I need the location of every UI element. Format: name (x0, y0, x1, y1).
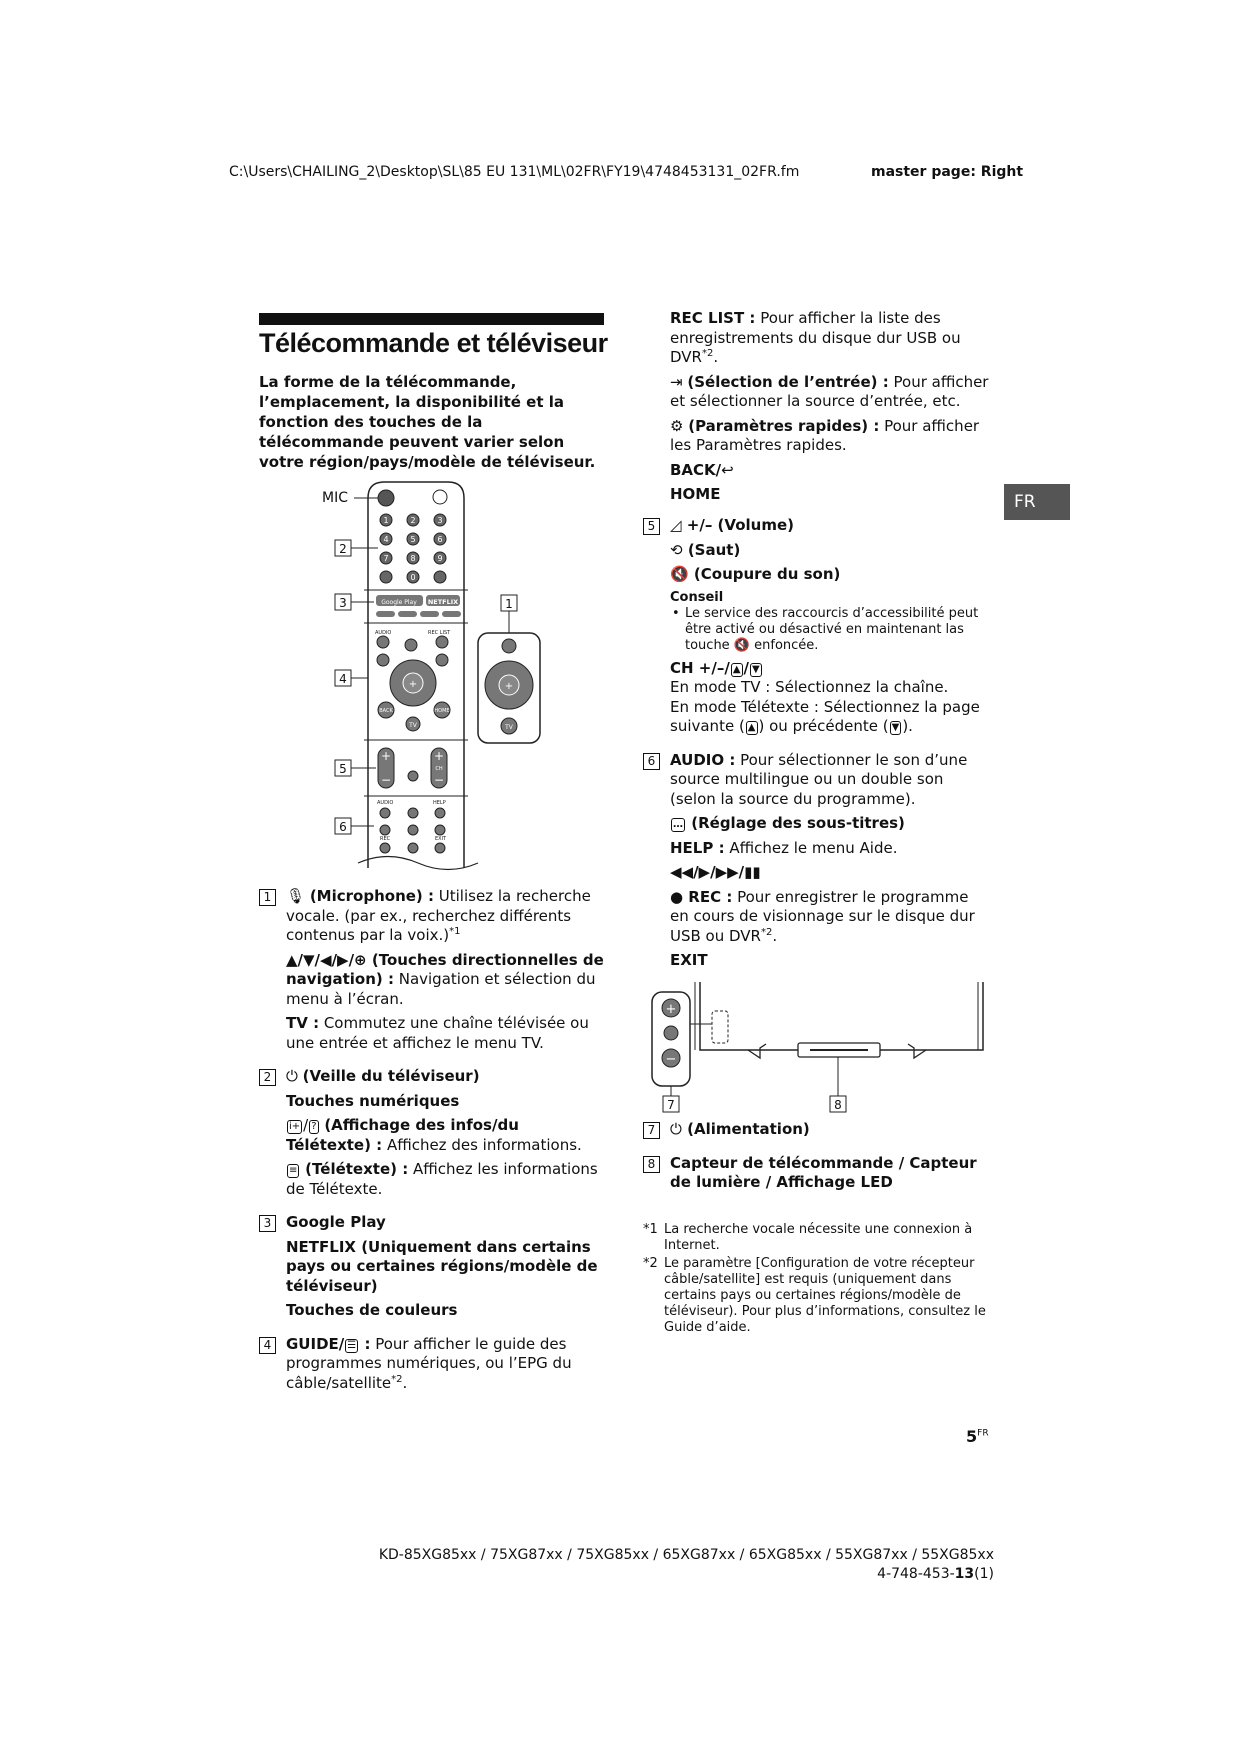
item-7: 7 ⏻ (Alimentation) (643, 1120, 990, 1140)
lead-paragraph: La forme de la télécommande, l’emplacement, la disponibilité et la fonction des touches de la télécommande peuvent varier selon votre région/pays/modèle de téléviseur. (259, 373, 596, 471)
mute-key (408, 771, 418, 781)
svg-text:EXIT: EXIT (435, 836, 447, 842)
callout-2: 2 (339, 542, 347, 556)
page-down-icon: ▼ (752, 663, 760, 675)
power-icon: ⏻ (286, 1067, 298, 1085)
input-select-icon: ⇥ (670, 372, 683, 391)
svg-text:3: 3 (437, 516, 443, 525)
svg-text:−: − (380, 773, 392, 787)
callout-8: 8 (834, 1098, 842, 1112)
mic-label: MIC (322, 490, 348, 506)
remote-illustration (318, 478, 548, 873)
svg-text:7: 7 (383, 554, 389, 563)
item-6: 6 AUDIO : Pour sélectionner le son d’une source multilingue ou un double son (selon la source du programme). … (Réglage des sous-titres) HELP : Affichez le menu Aide. ◀◀/▶/▶▶/▮▮ ● REC : Pour enregistrer le programme en cours de visionnage sur le disque dur USB ou DVR$^{*2}$. EXIT (643, 751, 990, 971)
tv-frame (700, 982, 983, 1050)
power-icon: ⏻ (670, 1120, 682, 1138)
language-tab: FR (1004, 484, 1070, 520)
svg-text:REC: REC (380, 836, 391, 842)
svg-text:4: 4 (383, 535, 389, 544)
item-3: 3 Google Play NETFLIX (Uniquement dans certains pays ou certaines régions/modèle de téléviseur) Touches de couleurs (259, 1213, 609, 1321)
page-title: Télécommande et téléviseur (259, 328, 608, 358)
footer-code: 4-748-453-13(1) (877, 1566, 994, 1582)
mic-button (378, 490, 394, 506)
svg-text:−: − (433, 773, 445, 787)
microphone-icon: 🎙 (286, 887, 306, 905)
guide-icon: ☰ (347, 1339, 357, 1351)
svg-text:CH: CH (435, 766, 443, 772)
subtitle-icon: … (673, 819, 683, 830)
page-number: $5^{FR}$ (966, 1427, 989, 1446)
transport-keys (380, 808, 445, 853)
reclist-label-small: REC LIST (428, 630, 451, 636)
footer-models: KD-85XG85xx / 75XG87xx / 75XG85xx / 65XG87xx / 65XG85xx / 55XG87xx / 55XG85xx (378, 1547, 994, 1563)
info-icon: i+ (289, 1121, 301, 1132)
tv-item-list (643, 1120, 990, 1207)
item-8: 8 Capteur de télécommande / Capteur de lumière / Affichage LED (643, 1154, 990, 1193)
svg-text:TV: TV (505, 724, 513, 731)
left-item-list (259, 887, 609, 1407)
svg-text:1: 1 (383, 516, 389, 525)
button-location (712, 1011, 728, 1043)
tv-illustration (648, 978, 988, 1114)
svg-text:−: − (665, 1052, 677, 1067)
footnotes: *1 La recherche vocale nécessite une connexion à Internet. *2 Le paramètre [Configuration de votre récepteur câble/satellite] est requis (uniquement dans certains pays ou certaines régions/modèle de téléviseur). Pour plus d’informations, consultez le Guide d’aide. (643, 1222, 986, 1335)
svg-text:+: + (504, 681, 514, 692)
right-item-list (643, 516, 990, 985)
tv-power-button (664, 1026, 678, 1040)
jump-icon: ⟲ (670, 540, 683, 559)
tv-stand-right (908, 1044, 926, 1058)
transport-symbols: ◀◀/▶/▶▶/▮▮ (670, 863, 761, 881)
gear-icon: ⚙ (670, 416, 684, 435)
svg-text:8: 8 (410, 554, 416, 563)
mute-icon: 🔇 (670, 565, 689, 583)
callout-1: 1 (505, 597, 513, 611)
right-column-top: REC LIST : Pour afficher la liste des enregistrements du disque dur USB ou DVR$^{*2}$. ⇥ (Sélection de l’entrée) : Pour afficher et sélectionner la source d’entrée, etc. ⚙ (Paramètres rapides) : Pour afficher les Paramètres rapides. BACK/↩ HOME (670, 309, 989, 503)
item-5: 5 ◿ +/– (Volume) ⟲ (Saut) 🔇 (Coupure du son) Conseil • Le service des raccourcis d’accessibilité peut être activé ou désactivé en maintenant las touche 🔇 enfoncée. CH +/–/ ▲ / ▼ En mode TV : Sélectionnez la chaîne. En mode Télétexte : Sélectionnez la page suivante ( ▲ ) ou précédente ( ▼ ). (643, 516, 990, 737)
svg-text:6: 6 (437, 535, 443, 544)
svg-text:+: + (408, 679, 418, 690)
google-play-label: Google Play (381, 599, 417, 606)
callout-3: 3 (339, 596, 347, 610)
svg-text:AUDIO: AUDIO (377, 800, 394, 806)
tv-stand-left (748, 1044, 766, 1058)
svg-text:+: + (380, 749, 392, 763)
svg-text:TV: TV (409, 722, 417, 729)
back-arrow-icon: ↩ (721, 460, 734, 479)
svg-text:+: + (433, 749, 445, 763)
power-button (433, 490, 447, 504)
svg-text:HELP: HELP (433, 800, 446, 806)
mute-icon-small: 🔇 (733, 637, 750, 653)
teletext-icon: ≡ (289, 1165, 298, 1176)
item-2: 2 ⏻ (Veille du téléviseur) Touches numériques i+ / ? (Affichage des infos/du Télétexte) : Affichez des informations. ≡ (Télétexte) : Affichez les informations de Télétexte. (259, 1067, 609, 1199)
page-up-icon: ▲ (732, 663, 741, 675)
master-page-label: master page: Right (871, 164, 1024, 180)
callout-7: 7 (667, 1098, 675, 1112)
title-rule (259, 313, 604, 325)
svg-text:+: + (665, 1002, 677, 1017)
svg-text:HOME: HOME (434, 708, 450, 714)
mic-key (405, 639, 417, 651)
teletext-info-icon: ? (311, 1121, 317, 1132)
svg-text:0: 0 (410, 573, 416, 582)
audio-label-small: AUDIO (375, 630, 392, 636)
volume-icon: ◿ (670, 516, 682, 534)
netflix-label: NETFLIX (427, 598, 459, 606)
callout-5: 5 (339, 762, 347, 776)
callout-6: 6 (339, 820, 347, 834)
item-4: 4 GUIDE/ ☰ : Pour afficher le guide des programmes numériques, ou l’EPG du câble/satellite$^{*2}$. (259, 1335, 609, 1394)
item-1: 1 🎙 (Microphone) : Utilisez la recherche vocale. (par ex., recherchez différents contenus par la voix.)$^{*1}$ ▲/▼/◀/▶/⊕ (Touches directionnelles de navigation) : Navigation et sélection du menu à l’écran. TV : Commutez une chaîne télévisée ou une entrée et affichez le menu TV. (259, 887, 609, 1053)
svg-text:5: 5 (410, 535, 416, 544)
svg-text:9: 9 (437, 554, 443, 563)
file-path: C:\Users\CHAILING_2\Desktop\SL\85 EU 131\ML\02FR\FY19\4748453131_02FR.fm (229, 164, 800, 180)
svg-text:2: 2 (410, 516, 416, 525)
svg-text:BACK: BACK (379, 708, 393, 714)
callout-4: 4 (339, 672, 347, 686)
